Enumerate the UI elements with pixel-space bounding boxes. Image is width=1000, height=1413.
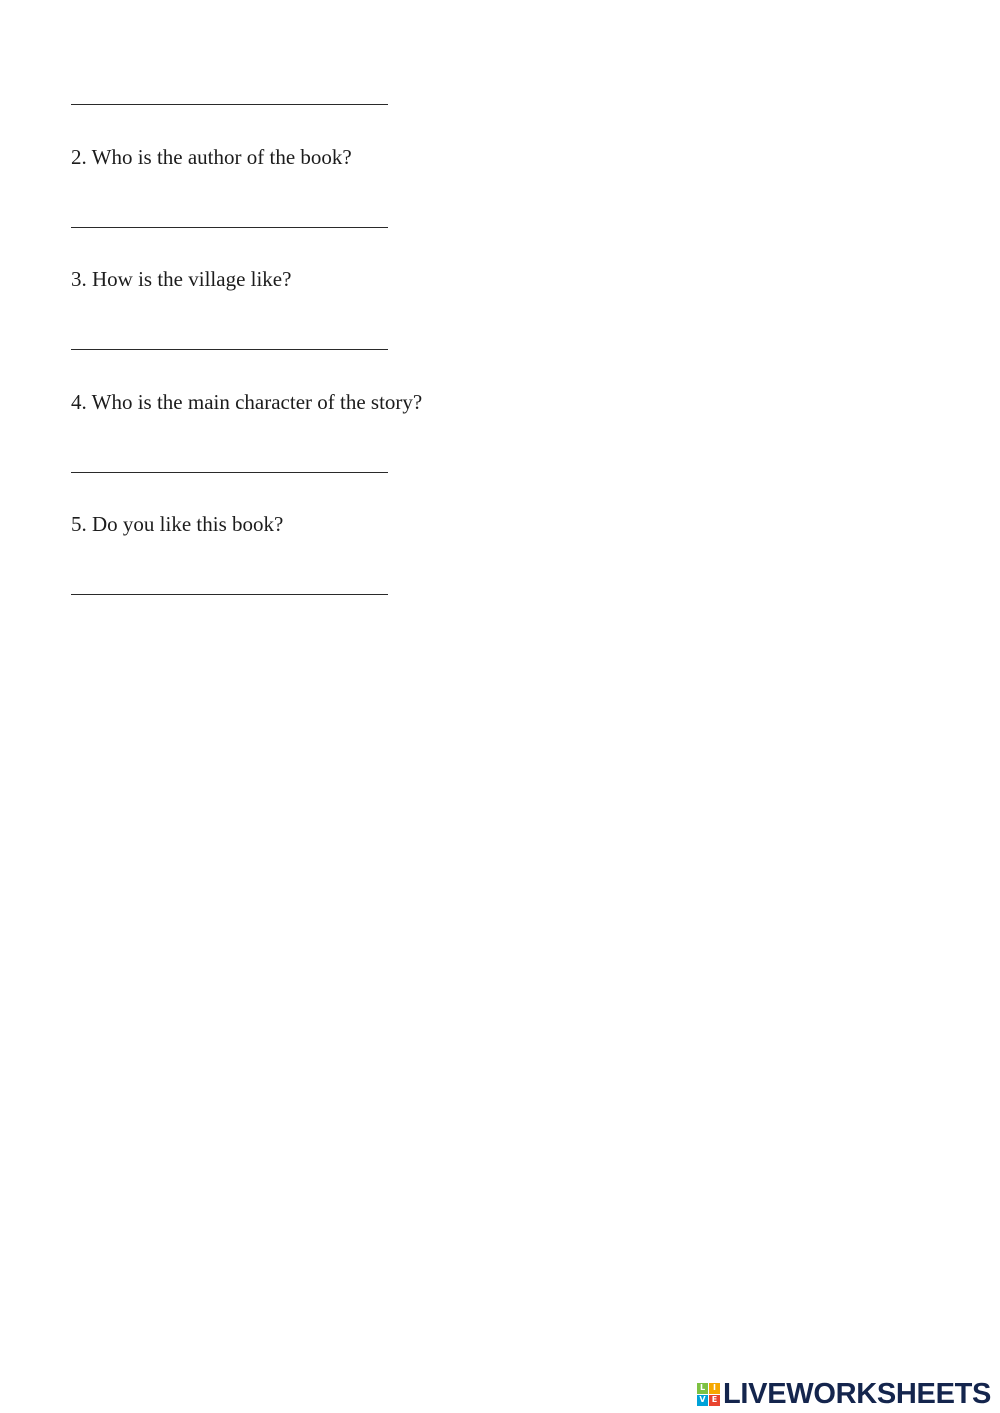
answer-line-3[interactable] (71, 349, 388, 350)
logo-tile-e: E (709, 1395, 720, 1406)
answer-line-5[interactable] (71, 594, 388, 595)
liveworksheets-brand (697, 1379, 991, 1409)
liveworksheets-logo-icon (697, 1383, 720, 1406)
logo-tile-i: I (709, 1383, 720, 1394)
answer-line-4[interactable] (71, 472, 388, 473)
brand-name: LIVEWORKSHEETS (723, 1378, 992, 1410)
question-5: 5. Do you like this book? (71, 512, 284, 536)
question-3: 3. How is the village like? (71, 267, 292, 291)
question-2: 2. Who is the author of the book? (71, 145, 352, 169)
answer-line-1[interactable] (71, 104, 388, 105)
question-4: 4. Who is the main character of the story? (71, 390, 423, 414)
logo-tile-l: L (697, 1383, 708, 1394)
logo-tile-v: V (697, 1395, 708, 1406)
answer-line-2[interactable] (71, 227, 388, 228)
